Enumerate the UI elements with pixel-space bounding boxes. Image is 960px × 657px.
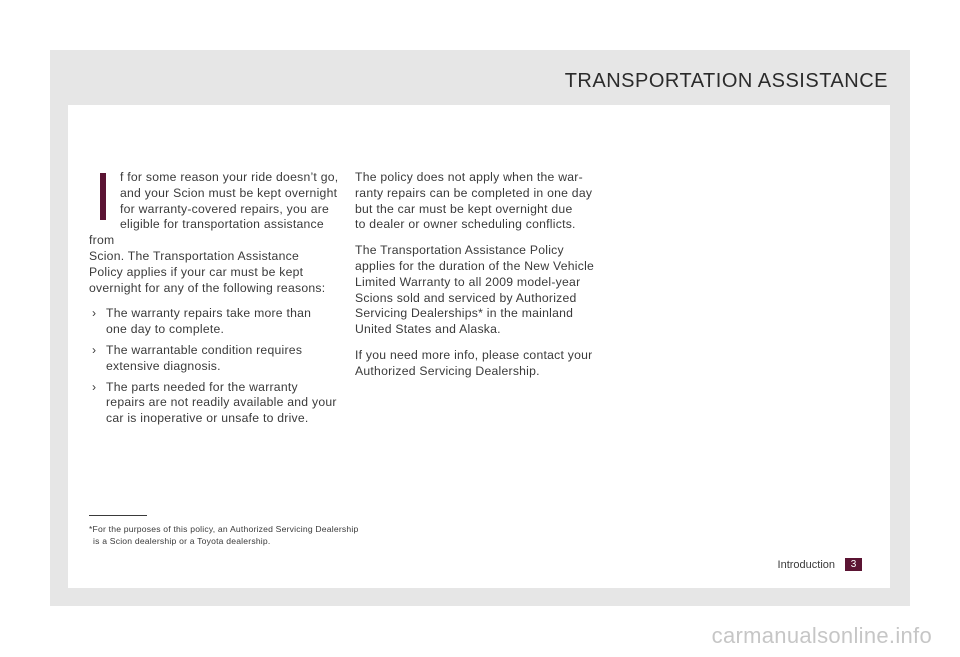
body-paragraph — [355, 348, 620, 380]
paragraph-line: United States and Alaska. — [355, 322, 501, 337]
page-number-badge: 3 — [845, 558, 862, 571]
watermark-text: carmanualsonline.info — [711, 623, 932, 648]
intro-line: for warranty-covered repairs, you are — [120, 201, 330, 216]
page-footer — [778, 558, 862, 571]
bullet-line: car is inoperative or unsafe to drive. — [106, 411, 309, 426]
intro-text — [89, 170, 351, 296]
list-item — [89, 343, 351, 375]
intro-line: eligible for transportation assistance from — [89, 217, 324, 248]
bullet-line: extensive diagnosis. — [106, 358, 221, 373]
list-item-text — [106, 343, 302, 373]
page-frame — [50, 50, 910, 606]
bullet-line: The warrantable condition requires — [106, 342, 303, 357]
chevron-right-icon: › — [92, 306, 97, 321]
paragraph-line: Limited Warranty to all 2009 model-year — [355, 274, 581, 289]
intro-line: and your Scion must be kept overnight — [120, 185, 338, 200]
list-item-text — [106, 380, 337, 426]
paragraph-line: Servicing Dealerships* in the mainland — [355, 306, 574, 321]
footnote — [89, 523, 409, 547]
intro-line: overnight for any of the following reasons: — [89, 280, 326, 295]
list-item — [89, 380, 351, 427]
right-column — [355, 170, 620, 390]
intro-line: f for some reason your ride doesn’t go, — [120, 170, 339, 184]
paragraph-line: applies for the duration of the New Vehicle — [355, 258, 595, 273]
list-item — [89, 306, 351, 338]
footnote-line-1: *For the purposes of this policy, an Authorized Servicing Dealership — [89, 524, 359, 534]
footnote-rule — [89, 515, 147, 516]
paragraph-line: but the car must be kept overnight due — [355, 201, 573, 216]
bullet-line: repairs are not readily available and your — [106, 395, 337, 410]
chevron-right-icon: › — [92, 379, 97, 394]
list-item-text — [106, 306, 311, 336]
paragraph-line: to dealer or owner scheduling conflicts. — [355, 217, 576, 232]
bullet-line: one day to complete. — [106, 322, 225, 337]
intro-line: Scion. The Transportation Assistance — [89, 248, 299, 263]
left-column — [89, 170, 351, 432]
paragraph-line: If you need more info, please contact your — [355, 347, 593, 362]
footnote-line-2: is a Scion dealership or a Toyota dealership. — [93, 536, 271, 546]
bullet-line: The warranty repairs take more than — [106, 306, 312, 321]
footer-section-label: Introduction — [777, 558, 835, 571]
intro-line: Policy applies if your car must be kept — [89, 264, 304, 279]
body-paragraph — [355, 243, 620, 338]
chevron-right-icon: › — [92, 342, 97, 357]
body-paragraph — [355, 170, 620, 233]
paragraph-line: ranty repairs can be completed in one day — [355, 185, 593, 200]
intro-paragraph — [89, 170, 351, 296]
page-title: TRANSPORTATION ASSISTANCE — [564, 70, 888, 92]
content-panel — [68, 105, 890, 588]
paragraph-line: The policy does not apply when the war- — [355, 170, 583, 184]
drop-cap-bar — [100, 173, 106, 220]
paragraph-line: The Transportation Assistance Policy — [355, 243, 564, 258]
bullet-line: The parts needed for the warranty — [106, 379, 298, 394]
reasons-list — [89, 306, 351, 427]
paragraph-line: Scions sold and serviced by Authorized — [355, 290, 577, 305]
paragraph-line: Authorized Servicing Dealership. — [355, 363, 540, 378]
